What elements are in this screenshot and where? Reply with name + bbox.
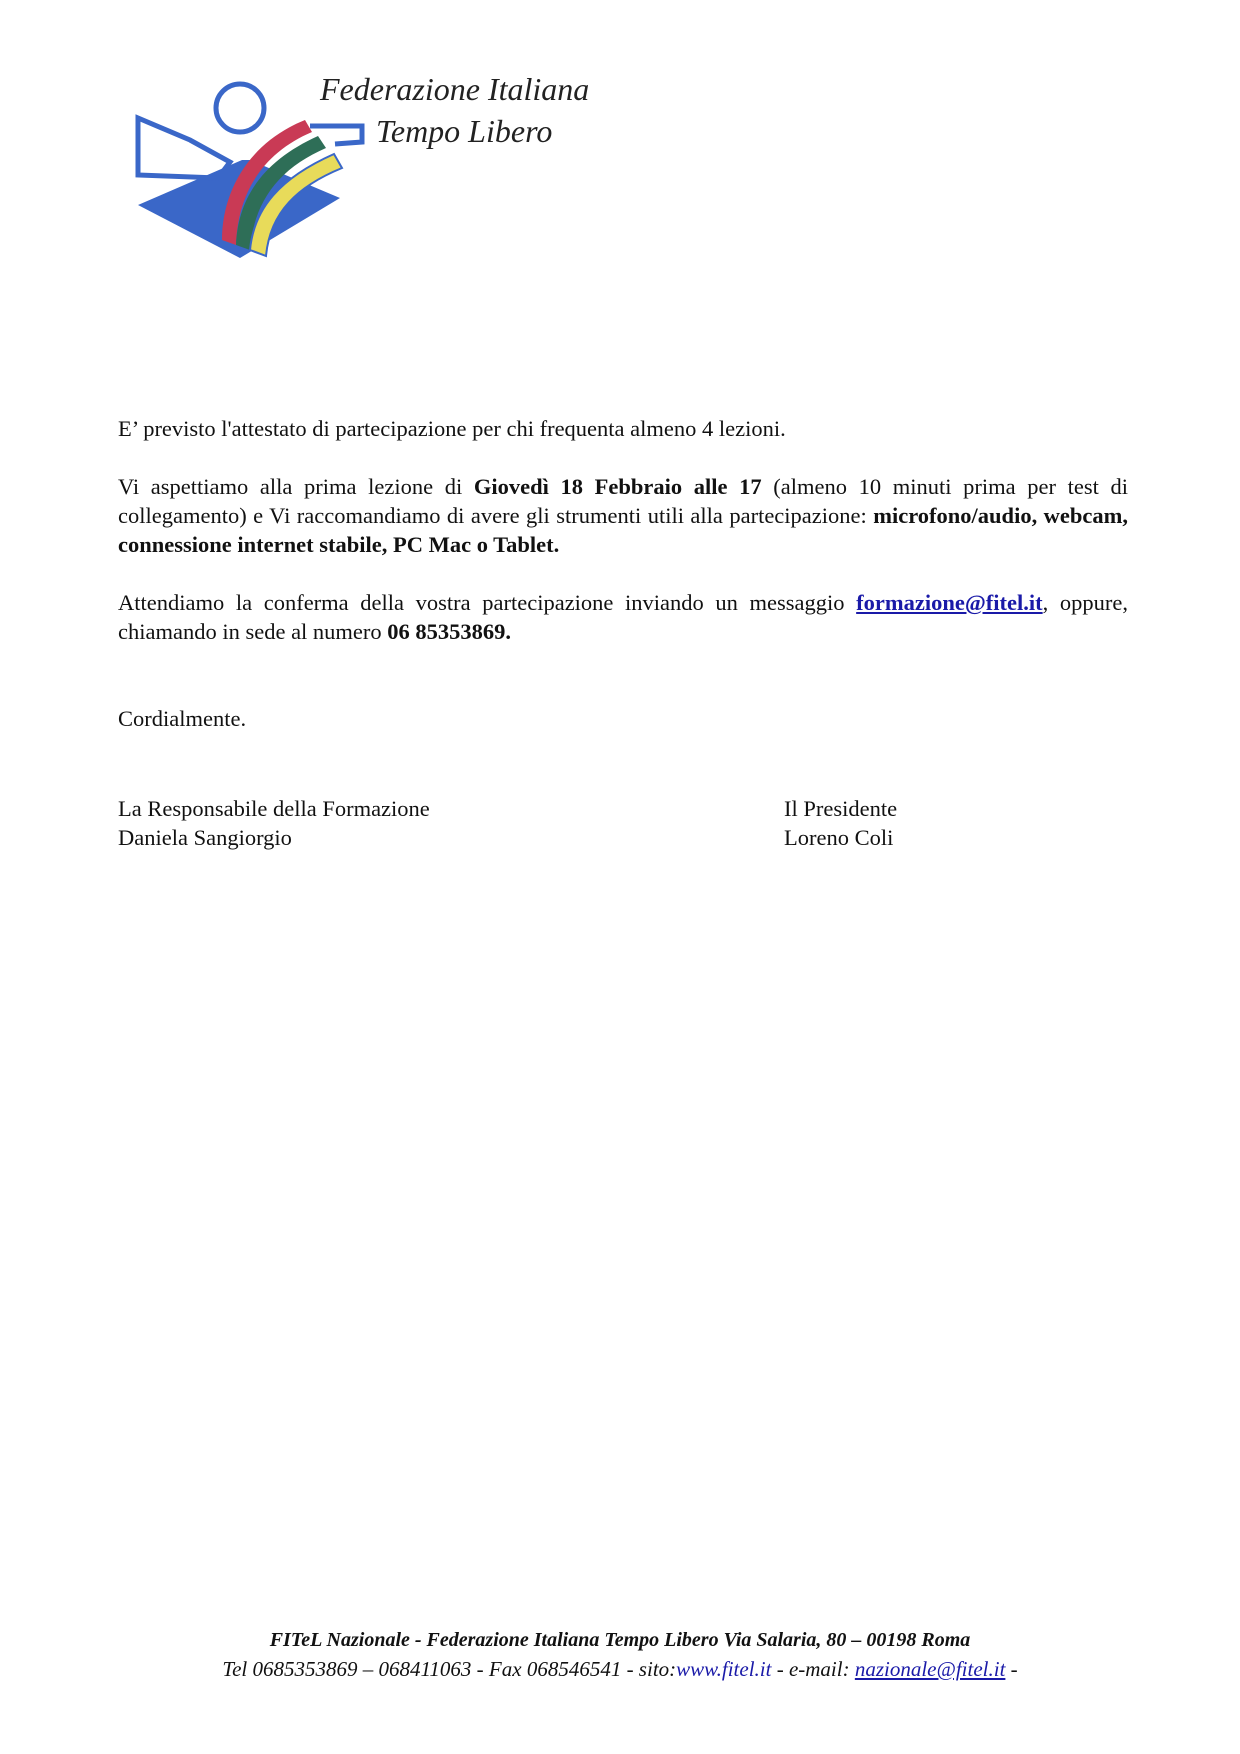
signature-right-role: Il Presidente <box>784 796 898 821</box>
signature-right-name: Loreno Coli <box>784 825 894 850</box>
letter-body <box>118 414 1128 733</box>
signature-left-name: Daniela Sangiorgio <box>118 825 292 850</box>
organization-name <box>320 68 589 152</box>
logo-left-page <box>138 118 230 178</box>
confirmation-phone-intro: , oppure, chiamando in sede al numero <box>118 590 1128 644</box>
first-lesson-note: (almeno 10 minuti prima per test di collegamento) e Vi raccomandiamo di avere gli strumenti utili alla partecipazione: <box>118 474 1128 528</box>
org-name-line2: Tempo Libero <box>376 113 553 149</box>
footer-phone-fax: Tel 0685353869 – 068411063 - Fax 068546541 - sito: <box>222 1657 677 1681</box>
logo-person-head <box>216 84 264 132</box>
paragraph-confirmation <box>118 588 1128 646</box>
signature-left-role: La Responsabile della Formazione <box>118 796 430 821</box>
training-email-link[interactable]: formazione@fitel.it <box>856 590 1043 615</box>
footer-website-link[interactable]: www.fitel.it <box>676 1657 772 1681</box>
footer-email-label: - e-mail: <box>771 1657 855 1681</box>
required-tools: microfono/audio, webcam, connessione internet stabile, PC Mac o Tablet. <box>118 503 1128 557</box>
org-name-line1: Federazione Italiana <box>320 71 590 107</box>
closing-greeting: Cordialmente. <box>118 706 247 731</box>
footer-contact-line <box>0 1655 1240 1684</box>
signature-training-manager <box>118 794 430 852</box>
footer-trailing-dash: - <box>1005 1657 1018 1681</box>
signature-president <box>784 794 897 852</box>
confirmation-intro: Attendiamo la conferma della vostra partecipazione inviando un messaggio <box>118 590 857 615</box>
first-lesson-date: Giovedì 18 Febbraio alle 17 <box>473 474 762 499</box>
page-footer <box>0 1626 1240 1684</box>
first-lesson-intro: Vi aspettiamo alla prima lezione di <box>118 474 474 499</box>
footer-address-line: FITeL Nazionale - Federazione Italiana Tempo Libero Via Salaria, 80 – 00198 Roma <box>269 1629 971 1651</box>
office-phone-number: 06 85353869. <box>387 619 512 644</box>
footer-email-link[interactable]: nazionale@fitel.it <box>854 1657 1006 1681</box>
paragraph-certificate: E’ previsto l'attestato di partecipazione per chi frequenta almeno 4 lezioni. <box>118 416 786 441</box>
paragraph-first-lesson <box>118 472 1128 559</box>
